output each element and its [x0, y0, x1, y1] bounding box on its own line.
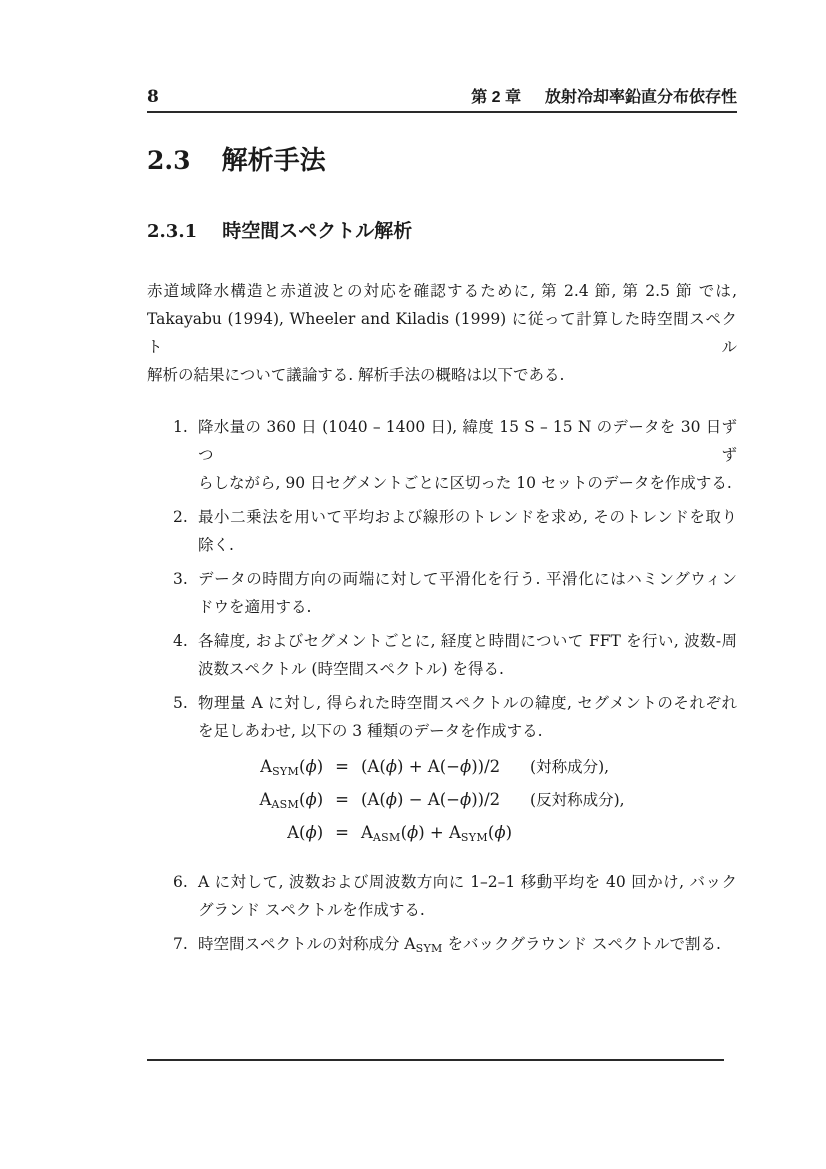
text-segment: ) [316, 790, 324, 809]
text-segment: (A( [360, 790, 386, 809]
list-item [147, 689, 737, 862]
list-item-number: 2. [173, 508, 188, 526]
text-segment: ) − A(− [397, 790, 460, 809]
section-heading [147, 143, 737, 181]
math-symbol: ϕ [385, 757, 398, 776]
list-item [147, 503, 737, 559]
list-item-line [198, 930, 737, 963]
text-segment: ))/2 [471, 790, 501, 809]
text-segment: ( [299, 757, 306, 776]
chapter-label: 第 2 章 [471, 89, 521, 106]
list-item-number: 6. [173, 873, 188, 891]
list-item-line [198, 655, 737, 683]
list-item-line [198, 565, 737, 593]
running-header-right [471, 87, 737, 109]
math-symbol: ϕ [305, 790, 317, 809]
text-segment: 物理量 A に対し, 得られた時空間スペクトルの緯度, セグメントのそれぞれ [198, 694, 737, 712]
text-segment: グランド スペクトルを作成する. [198, 901, 425, 919]
equation-lhs [259, 819, 323, 847]
text-segment: らしながら, 90 日セグメントごとに区切った 10 セットのデータを作成する. [198, 474, 732, 492]
list-item-line [198, 413, 737, 469]
section-title: 解析手法 [221, 145, 326, 175]
equation-lhs [259, 786, 323, 819]
text-segment: データの時間方向の両端に対して平滑化を行う. 平滑化にはハミングウィン [198, 570, 737, 588]
text-segment: 除く. [198, 536, 234, 554]
list-item [147, 627, 737, 683]
subsection-heading [147, 220, 737, 244]
subscript: SYM [415, 942, 443, 955]
equation-note: (対称成分), [530, 758, 610, 776]
text-segment: 降水量の 360 日 (1040 – 1400 日), 緯度 15 S – 15 N のデータを 30 日ずつず [198, 418, 737, 464]
math-symbol: ϕ [494, 823, 506, 842]
paragraph-line: 赤道域降水構造と赤道波との対応を確認するために, 第 2.4 節, 第 2.5 節 では, [147, 282, 737, 300]
text-segment: 波数スペクトル (時空間スペクトル) を得る. [198, 660, 504, 678]
list-item-line [198, 469, 737, 497]
subscript: ASM [372, 831, 401, 844]
math-symbol: ϕ [459, 790, 472, 809]
text-segment: ( [487, 823, 495, 842]
text-segment: ドウを適用する. [198, 598, 312, 616]
list-item [147, 868, 737, 924]
running-header [147, 86, 737, 109]
list-item [147, 565, 737, 621]
intro-paragraph [147, 277, 737, 389]
paragraph-line: Takayabu (1994), Wheeler and Kiladis (1999) に従って計算した時空間スペクトル [147, 310, 737, 356]
text-segment: A [260, 757, 273, 776]
paragraph-line: 解析の結果について議論する. 解析手法の概略は以下である. [147, 366, 565, 384]
list-item-text [198, 565, 737, 621]
math-symbol: ϕ [407, 823, 419, 842]
text-segment: ( [299, 790, 306, 809]
text-segment: 時空間スペクトルの対称成分 A [198, 935, 416, 953]
text-segment: ) + A(− [397, 757, 460, 776]
text-segment: A に対して, 波数および周波数方向に 1–2–1 移動平均を 40 回かけ, バック [198, 873, 737, 891]
list-item-line [198, 896, 737, 924]
list-item [147, 930, 737, 963]
subscript: SYM [272, 765, 300, 778]
page-number: 8 [147, 87, 159, 107]
text-column [147, 0, 737, 969]
equation-block [147, 753, 737, 852]
chapter-title: 放射冷却率鉛直分布依存性 [544, 89, 737, 106]
list-item-number: 5. [173, 694, 188, 712]
list-item-number: 3. [173, 570, 188, 588]
list-item-number: 7. [173, 935, 188, 953]
text-segment: ) [316, 757, 324, 776]
subscript: ASM [271, 798, 300, 811]
equation-relation: = [335, 757, 349, 776]
list-item-line [198, 593, 737, 621]
list-item-text [198, 627, 737, 683]
text-segment: 各緯度, およびセグメントごとに, 経度と時間について FFT を行い, 波数-周 [198, 632, 737, 650]
math-symbol: ϕ [385, 790, 398, 809]
list-item-line [198, 689, 737, 717]
numbered-list [147, 413, 737, 963]
text-segment: をバックグラウンド スペクトルで割る. [442, 935, 721, 953]
equation-rhs [361, 753, 512, 781]
text-segment: A [259, 790, 272, 809]
text-segment: (A( [360, 757, 386, 776]
equation-lhs [259, 753, 323, 786]
subscript: SYM [460, 831, 488, 844]
text-segment: ))/2 [471, 757, 501, 776]
list-item-line [198, 531, 737, 559]
math-symbol: ϕ [459, 757, 472, 776]
equation-note: (反対称成分), [530, 791, 625, 809]
equation-rhs [361, 819, 512, 852]
list-item-number: 1. [173, 418, 188, 436]
list-item-text [198, 503, 737, 559]
text-segment: を足しあわせ, 以下の 3 種類のデータを作成する. [198, 722, 543, 740]
list-item-line [198, 627, 737, 655]
math-symbol: ϕ [305, 757, 317, 776]
list-item-line [198, 503, 737, 531]
footer-rule [147, 1059, 724, 1061]
list-item-text [198, 930, 737, 963]
equation-relation: = [335, 823, 349, 842]
text-segment: ) [316, 823, 324, 842]
list-item-text [198, 689, 737, 862]
equation-rhs [361, 786, 512, 814]
text-segment: ( [400, 823, 407, 842]
header-rule [147, 111, 737, 113]
list-item-number: 4. [173, 632, 188, 650]
text-segment: 最小二乗法を用いて平均および線形のトレンドを求め, そのトレンドを取り [198, 508, 737, 526]
subsection-title: 時空間スペクトル解析 [222, 221, 413, 242]
text-segment: ) + A [418, 823, 461, 842]
list-item [147, 413, 737, 497]
list-item-line [198, 868, 737, 896]
equation-relation: = [335, 790, 349, 809]
math-symbol: ϕ [305, 823, 317, 842]
text-segment: ) [505, 823, 513, 842]
text-segment: A( [287, 823, 306, 842]
list-item-line [198, 717, 737, 745]
list-item-text [198, 413, 737, 497]
section-number: 2.3 [147, 146, 191, 175]
subsection-number: 2.3.1 [147, 221, 198, 242]
text-segment: A [360, 823, 373, 842]
list-item-text [198, 868, 737, 924]
